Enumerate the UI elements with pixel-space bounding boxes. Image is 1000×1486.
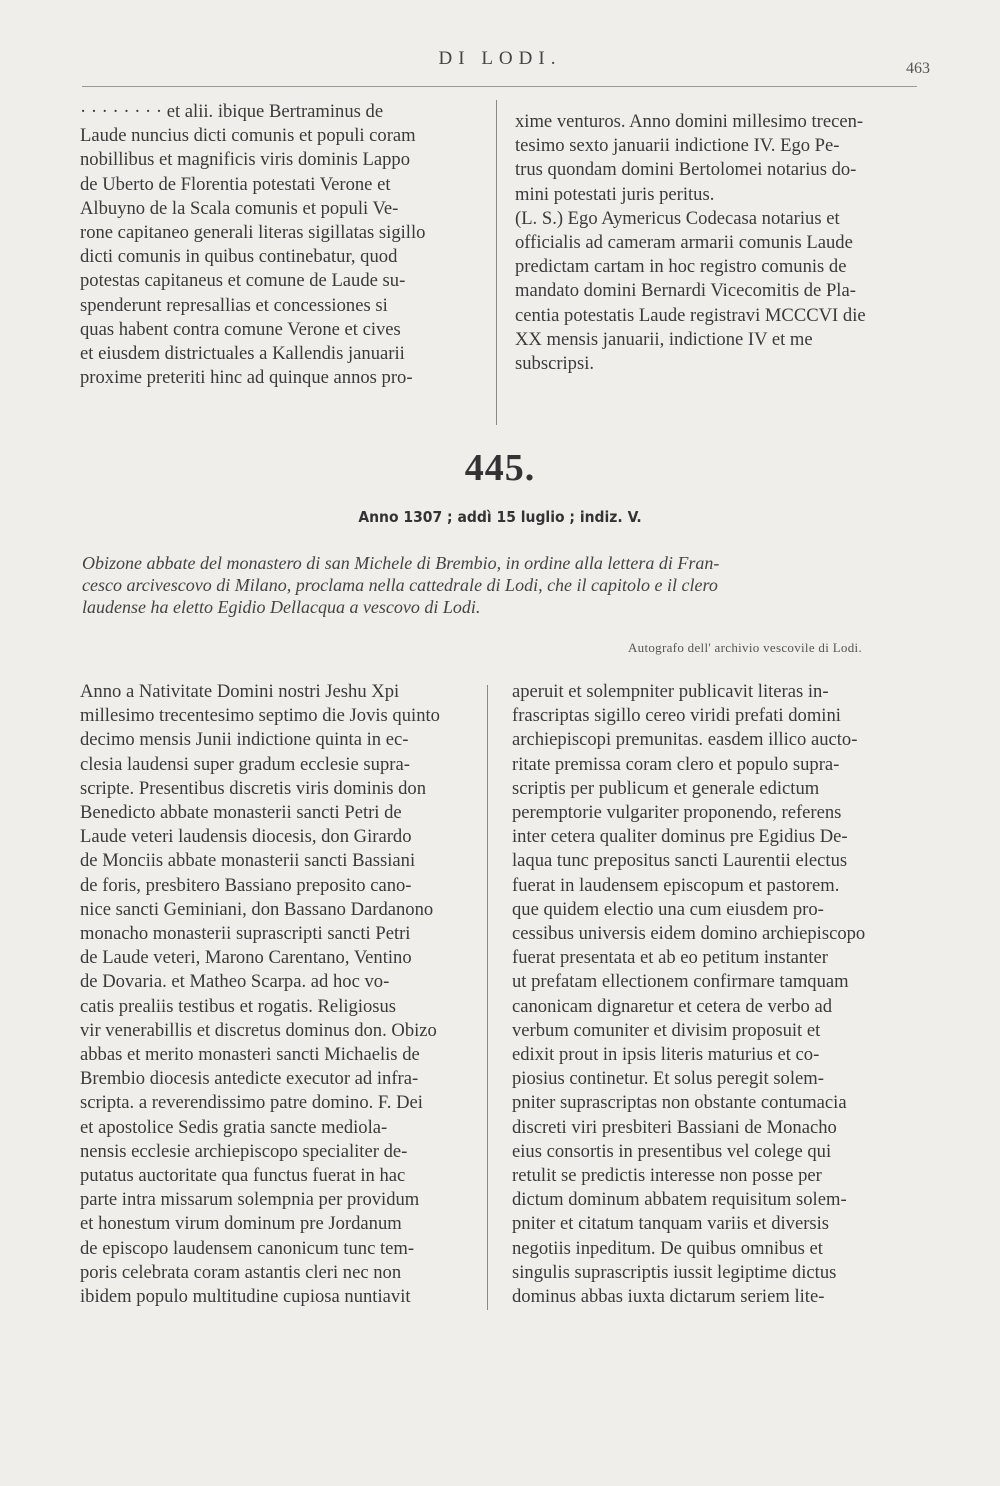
running-title: DI LODI. <box>438 48 562 69</box>
previous-document-left-column: · · · · · · · · et alii. ibique Bertraminus de Laude nuncius dicti comunis et populi coram nobillibus et magnificis viris dominis Lappo de Uberto de Florentia potestati Verone et Albuyno de la Scala comunis et populi Ve- rone capitaneo generali literas sigillatas sigillo dicti comunis in quibus continebatur, quod potestas capitaneus et comune de Laude su- spenderunt represallias et concessiones si quas habent contra comune Verone et cives et eiusdem districtuales a Kallendis januarii proxime preteriti hinc ad quinque annos pro- <box>80 101 426 389</box>
column-divider <box>496 100 497 425</box>
document-summary: Obizone abbate del monastero di san Michele di Brembio, in ordine alla lettera di Fran- cesco arcivescovo di Milano, proclama nella cattedrale di Lodi, che il capitolo e il clero laudense ha eletto Egidio Dellacqua a vescovo di Lodi. <box>82 553 720 617</box>
document-date: Anno 1307 ; addì 15 luglio ; indiz. V. <box>358 508 642 526</box>
document-right-column: aperuit et solempniter publicavit literas in- frascriptas sigillo cereo viridi prefati domini archiepiscopi premunitas. easdem illico aucto- ritate premissa coram clero et populo supra- scriptis per publicum et generale edictum peremptorie vulgariter proponendo, referens inter cetera qualiter dominus pre Egidius De- laqua tunc prepositus sancti Laurentii electus fuerat in laudensem episcopum et pastorem. que quidem electio una cum eiusdem pro- cessibus universis eidem domino archiepiscopo fuerat presentata et ab eo petitum instanter ut prefatam ellectionem confirmare tamquam canonicam dignaretur et cetera de verbo ad verbum comuniter et divisim proposuit et edixit prout in ipsis literis maturius et co- piosius continetur. Et solus peregit solem- pniter suprascriptas non obstante contumacia discreti viri presbiteri Bassiani de Monacho eius consortis in presentibus vel colege qui retulit se predictis interesse non posse per dictum dominum abbatem requisitum solem- pniter et citatum tanquam variis et diversis negotiis inpeditum. De quibus omnibus et singulis suprascriptis iussit legiptime dictus dominus abbas iuxta dictarum seriem lite- <box>512 681 866 1308</box>
column-divider <box>487 685 488 1310</box>
page-number: 463 <box>906 60 930 77</box>
source-note: Autografo dell' archivio vescovile di Lodi. <box>627 640 862 655</box>
document-number: 445. <box>464 447 536 489</box>
previous-document-right-column: xime venturos. Anno domini millesimo trecen- tesimo sexto januarii indictione IV. Ego Pe- trus quondam domini Bertolomei notarius do- mini potestati juris peritus. (L. S.) Ego Aymericus Codecasa notarius et officialis ad cameram armarii comunis Laude predictam cartam in hoc registro comunis de mandato domini Bernardi Vicecomitis de Pla- centia potestatis Laude registravi MCCCVI die XX mensis januarii, indictione IV et me subscripsi. <box>515 111 866 375</box>
header-rule <box>82 86 917 87</box>
document-left-column: Anno a Nativitate Domini nostri Jeshu Xpi millesimo trecentesimo septimo die Jovis quinto decimo mensis Junii indictione quinta in ec- clesia laudensi super gradum ecclesie supra- scripte. Presentibus discretis viris dominis don Benedicto abbate monasterii sancti Petri de Laude veteri laudensis diocesis, don Girardo de Monciis abbate monasterii sancti Bassiani de foris, presbitero Bassiano preposito cano- nice sancti Geminiani, don Bassano Dardanono monacho monasterii suprascripti sancti Petri de Laude veteri, Marono Carentano, Ventino de Dovaria. et Matheo Scarpa. ad hoc vo- catis prealiis testibus et rogatis. Religiosus vir venerabillis et discretus dominus don. Obizo abbas et merito monasteri sancti Michaelis de Brembio diocesis antedicte executor ad infra- scripta. a reverendissimo patre domino. F. Dei et apostolice Sedis gratia sancte mediola- nensis ecclesie archiepiscopo specialiter de- putatus auctoritate qua functus fuerat in hac parte intra missarum solempnia per providum et honestum virum dominum pre Jordanum de episcopo laudensem canonicum tunc tem- poris celebrata coram astantis cleri nec non ibidem populo multitudine cupiosa nuntiavit <box>80 681 440 1308</box>
